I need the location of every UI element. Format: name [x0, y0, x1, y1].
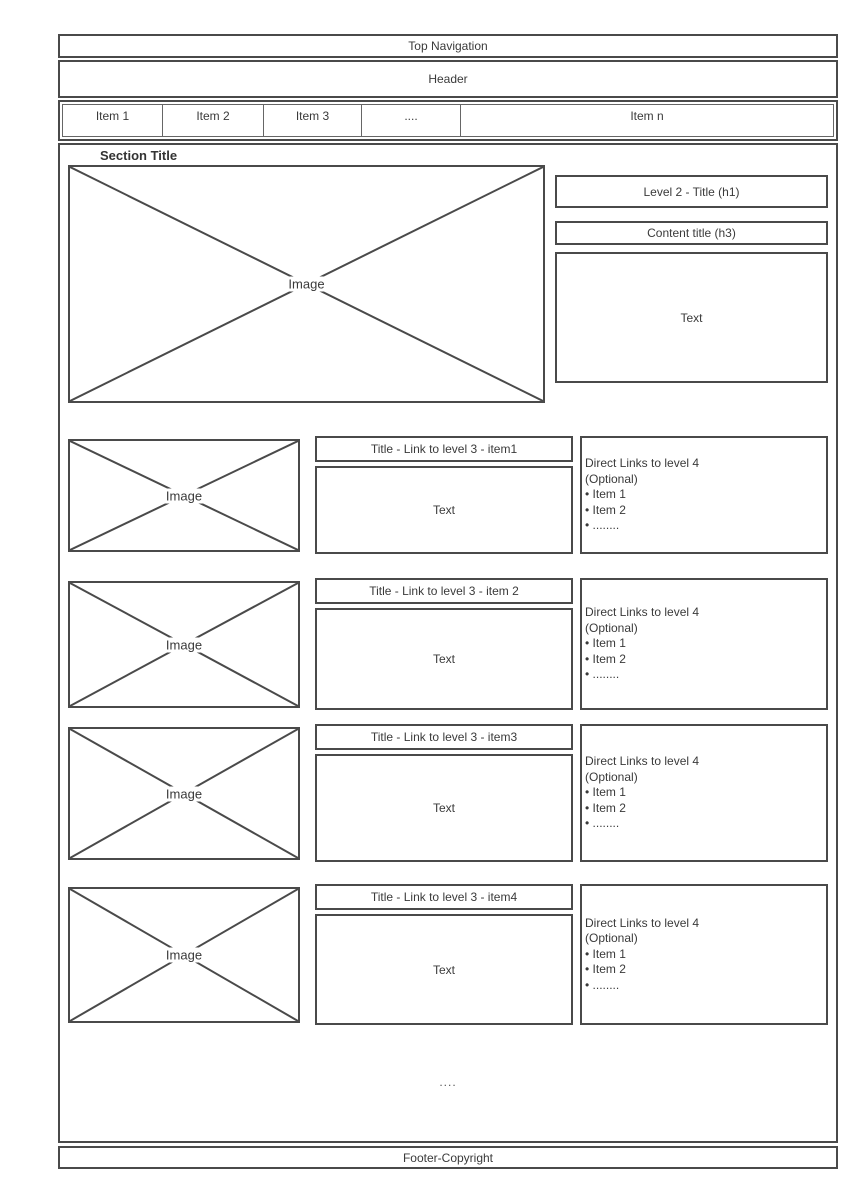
direct-links-heading: Direct Links to level 4: [585, 456, 700, 471]
content-frame: [58, 143, 838, 1143]
nav-items-row: [58, 100, 838, 141]
direct-link-item-1[interactable]: • Item 1: [585, 946, 626, 961]
nav-item-ellipsis: ....: [362, 105, 461, 136]
nav-item-2[interactable]: Item 2: [163, 105, 264, 136]
direct-links-optional: (Optional): [585, 931, 638, 946]
footer-copyright-label: Footer-Copyright: [402, 1150, 494, 1165]
level2-title-label: Level 2 - Title (h1): [643, 184, 740, 199]
footer-bar: [58, 1146, 838, 1169]
row4-direct-links-box: [580, 884, 828, 1025]
row3-image-label: Image: [161, 786, 207, 801]
row4-title-link[interactable]: Title - Link to level 3 - item4: [315, 884, 573, 910]
direct-link-item-more: • ........: [585, 977, 620, 992]
direct-links-heading: Direct Links to level 4: [585, 915, 700, 930]
hero-image-placeholder: [68, 165, 545, 403]
content-row-3: [68, 724, 828, 862]
direct-link-item-1[interactable]: • Item 1: [585, 636, 626, 651]
row2-direct-links-box: [580, 578, 828, 710]
level2-title-box: [555, 175, 828, 208]
content-title-label: Content title (h3): [647, 226, 736, 240]
row1-title-link[interactable]: Title - Link to level 3 - item1: [315, 436, 573, 462]
content-title-box: [555, 221, 828, 245]
nav-item-3[interactable]: Item 3: [264, 105, 362, 136]
row3-title-link[interactable]: Title - Link to level 3 - item3: [315, 724, 573, 750]
direct-link-item-1[interactable]: • Item 1: [585, 785, 626, 800]
top-navigation-bar: [58, 34, 838, 58]
row4-image-label: Image: [161, 948, 207, 963]
row3-direct-links-box: [580, 724, 828, 862]
row2-image-label: Image: [161, 637, 207, 652]
content-row-4: [68, 884, 828, 1025]
direct-links-heading: Direct Links to level 4: [585, 605, 700, 620]
row2-text-box: Text: [315, 608, 573, 710]
content-row-2: [68, 578, 828, 710]
direct-link-item-more: • ........: [585, 667, 620, 682]
hero-text-label: Text: [680, 310, 703, 325]
direct-links-optional: (Optional): [585, 471, 638, 486]
row3-text-box: Text: [315, 754, 573, 862]
row1-image-placeholder: [68, 439, 300, 552]
row1-image-label: Image: [161, 488, 207, 503]
direct-link-item-2[interactable]: • Item 2: [585, 651, 626, 666]
more-rows-indicator: ....: [439, 1075, 457, 1089]
top-navigation-label: Top Navigation: [408, 39, 488, 53]
direct-links-optional: (Optional): [585, 769, 638, 784]
row2-title-link[interactable]: Title - Link to level 3 - item 2: [315, 578, 573, 604]
row2-image-placeholder: [68, 581, 300, 708]
row2-middle-column: [315, 578, 573, 710]
direct-links-optional: (Optional): [585, 620, 638, 635]
row4-middle-column: [315, 884, 573, 1025]
row1-direct-links-box: [580, 436, 828, 554]
row1-text-box: Text: [315, 466, 573, 554]
header-bar: [58, 60, 838, 98]
hero-image-label: Image: [283, 277, 329, 292]
nav-item-n[interactable]: Item n: [630, 109, 664, 123]
row3-image-placeholder: [68, 727, 300, 860]
nav-items-inner: [62, 104, 834, 137]
direct-link-item-2[interactable]: • Item 2: [585, 962, 626, 977]
direct-link-item-more: • ........: [585, 816, 620, 831]
header-label: Header: [428, 72, 468, 86]
row3-middle-column: [315, 724, 573, 862]
direct-link-item-more: • ........: [585, 518, 620, 533]
hero-text-box: [555, 252, 828, 383]
direct-links-heading: Direct Links to level 4: [585, 754, 700, 769]
direct-link-item-2[interactable]: • Item 2: [585, 502, 626, 517]
direct-link-item-2[interactable]: • Item 2: [585, 800, 626, 815]
direct-link-item-1[interactable]: • Item 1: [585, 487, 626, 502]
nav-item-1[interactable]: Item 1: [63, 105, 163, 136]
row1-middle-column: [315, 436, 573, 554]
row4-text-box: Text: [315, 914, 573, 1025]
section-title: Section Title: [100, 148, 178, 163]
content-row-1: [68, 436, 828, 554]
row4-image-placeholder: [68, 887, 300, 1023]
